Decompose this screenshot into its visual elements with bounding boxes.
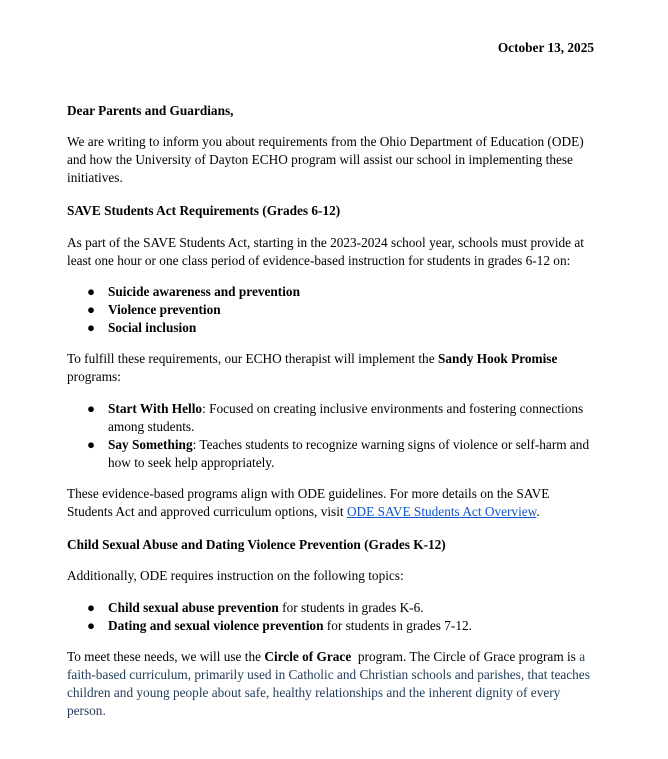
list-item: ● Start With Hello: Focused on creating inclusive environments and fostering connections among students. [87,401,584,434]
bullet-icon: ● [87,600,96,615]
list-item: ● Dating and sexual violence prevention for students in grades 7-12. [87,618,472,633]
csa-topics-list [67,599,594,635]
list-item: ● Say Something: Teaches students to recognize warning signs of violence or self-harm and how to seek help appropriately. [87,437,590,470]
greeting: Dear Parents and Guardians, [67,103,234,118]
bullet-icon: ● [87,284,96,299]
save-paragraph: As part of the SAVE Students Act, starting in the 2023-2024 school year, schools must provide at least one hour or one class period of evidence-based instruction for students in grades 6-12 on: [67,235,585,268]
letter-date: October 13, 2025 [497,40,594,55]
fulfill-paragraph: To fulfill these requirements, our ECHO therapist will implement the Sandy Hook Promise programs: [67,351,558,384]
programs-list [67,400,594,472]
bullet-icon: ● [87,401,96,416]
bullet-icon: ● [87,302,96,317]
bullet-icon: ● [87,320,96,335]
align-paragraph: These evidence-based programs align with ODE guidelines. For more details on the SAVE Students Act and approved curriculum options, visit ODE SAVE Students Act Overview. [67,486,550,519]
list-item: ● Violence prevention [87,302,221,317]
list-item: ● Suicide awareness and prevention [87,284,300,299]
ode-save-overview-link[interactable]: ODE SAVE Students Act Overview [346,504,537,519]
intro-paragraph: We are writing to inform you about requirements from the Ohio Department of Education (ODE) and how the University of Dayton ECHO program will assist our school in implementing these initiatives. [67,134,584,185]
csa-heading: Child Sexual Abuse and Dating Violence Prevention (Grades K-12) [67,537,446,552]
list-item: ● Child sexual abuse prevention for students in grades K-6. [87,600,424,615]
csa-paragraph: Additionally, ODE requires instruction on the following topics: [67,568,404,583]
save-heading: SAVE Students Act Requirements (Grades 6-12) [67,203,341,218]
bullet-icon: ● [87,618,96,633]
meet-paragraph: To meet these needs, we will use the Circle of Grace program. The Circle of Grace program is a faith-based curriculum, primarily used in Catholic and Christian schools and parishes, that teaches children and young people about safe, healthy relationships and the inherent dignity of every person. [67,649,594,718]
bullet-icon: ● [87,437,96,452]
save-topics-list [67,283,594,337]
list-item: ● Social inclusion [87,320,197,335]
